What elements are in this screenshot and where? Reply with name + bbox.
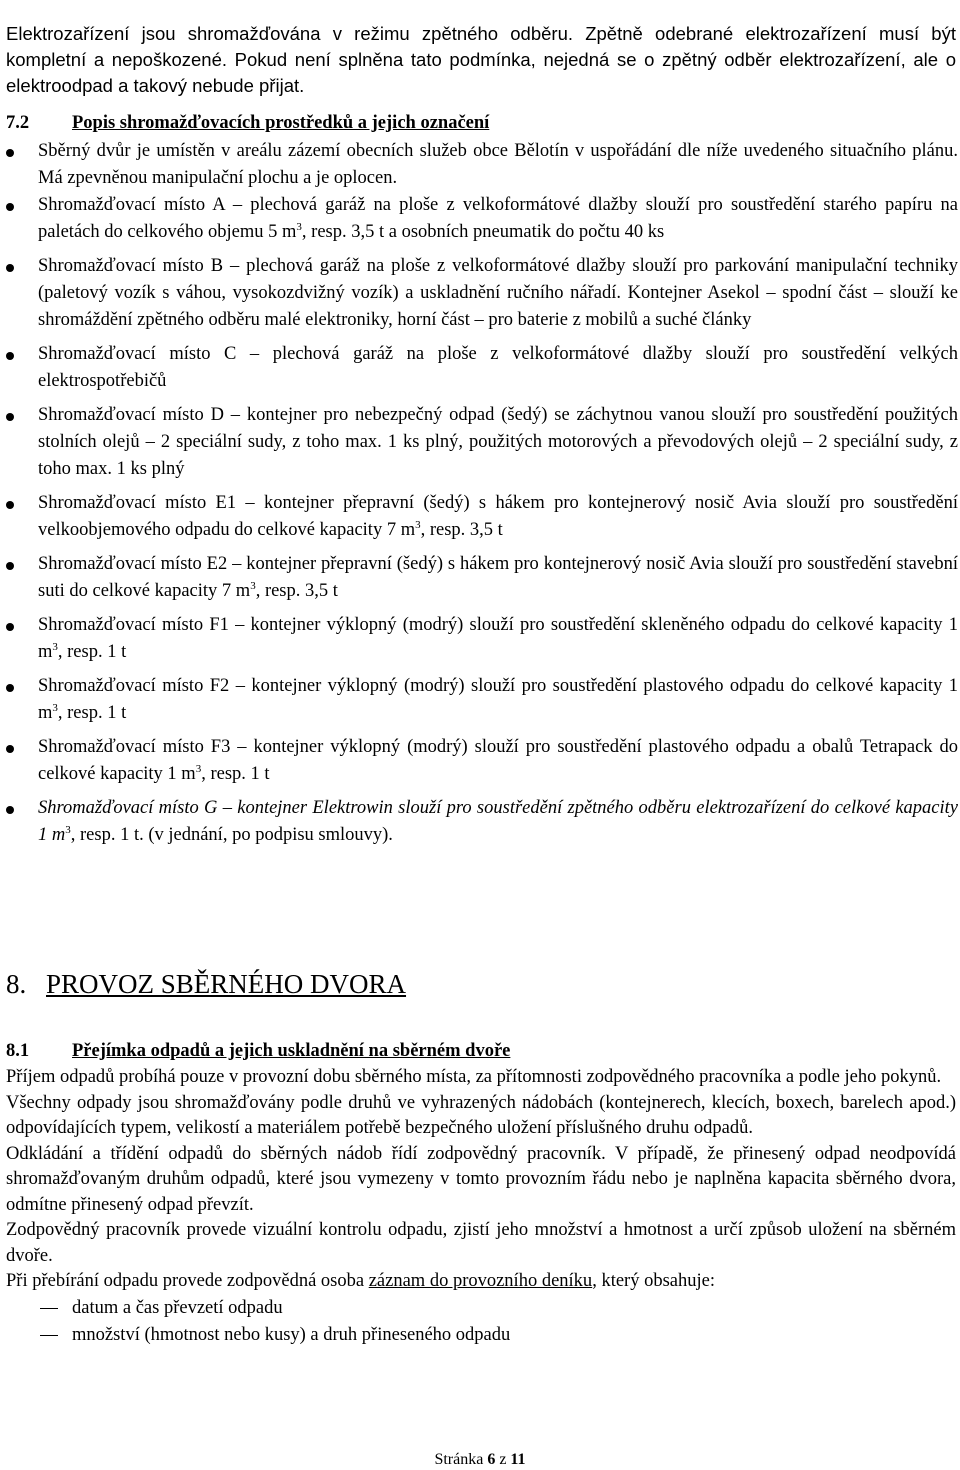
- superscript: 3: [52, 702, 58, 714]
- bullet-item: [6, 253, 958, 334]
- superscript: 3: [195, 763, 202, 775]
- bullet-icon: [6, 806, 14, 814]
- bullet-icon: [6, 149, 14, 157]
- bullet-text: Shromažďovací místo G – kontejner Elektrowin slouží pro soustředění zpětného odběru elektrozařízení do celkové kapacity 1 m: [38, 798, 958, 845]
- paragraph: [6, 1269, 956, 1295]
- page-footer: [0, 1450, 960, 1470]
- bullet-item: [6, 612, 958, 666]
- bullet-text-tail: , resp. 3,5 t: [420, 520, 503, 540]
- paragraph: Odkládání a třídění odpadů do sběrných nádob řídí zodpovědný pracovník. V případě, že přinesený odpad neodpovídá shromažďovaným druhům odpadů, které jsou vymezeny v tomto provozním řádu nebo je naplněna kapacita sběrného dvora, odmítne přinesený odpad převzít.: [6, 1143, 956, 1215]
- footer-middle: z: [495, 1451, 511, 1468]
- bullet-text-tail: , resp. 1 t: [201, 764, 270, 784]
- bullet-text: Shromažďovací místo F2 – kontejner výklopný (modrý) slouží pro soustředění plastového odpadu do celkové kapacity 1 m: [38, 676, 958, 723]
- section-number: 8.1: [6, 1041, 30, 1061]
- bullet-item: [6, 734, 958, 788]
- bullet-icon: [6, 562, 14, 570]
- bullet-text: Shromažďovací místo C – plechová garáž na ploše z velkoformátové dlažby slouží pro soustředění velkých elektrospotřebičů: [38, 344, 958, 391]
- bullet-text-tail: , resp. 3,5 t a osobních pneumatik do počtu 40 ks: [301, 222, 665, 242]
- bullet-text: Shromažďovací místo A – plechová garáž na ploše z velkoformátové dlažby slouží pro soustředění starého papíru na paletách do celkového objemu 5 m: [38, 195, 958, 242]
- bullet-text: Shromažďovací místo F1 – kontejner výklopný (modrý) slouží pro soustředění skleněného odpadu do celkové kapacity 1 m: [38, 615, 958, 662]
- paragraph: Příjem odpadů probíhá pouze v provozní dobu sběrného místa, za přítomnosti zodpovědného pracovníka a podle jeho pokynů.: [6, 1067, 942, 1087]
- section-8-1-heading: [6, 1038, 510, 1064]
- text: , který obsahuje:: [592, 1271, 715, 1291]
- dash-marker: [40, 1308, 58, 1310]
- bullet-item: [6, 551, 958, 605]
- current-page: 6: [487, 1451, 496, 1468]
- superscript: 3: [65, 824, 71, 836]
- section-8-1-body: [6, 1065, 956, 1349]
- bullet-icon: [6, 501, 14, 509]
- bullet-text: Shromažďovací místo B – plechová garáž na ploše z velkoformátové dlažby slouží pro parkování manipulační techniky (paletový vozík s váhou, vysokozdvižný vozík) a uskladnění ručního nářadí. Kontejner Asekol – spodní část – slouží ke shromáždění zpětného odběru malé elektroniky, horní část – pro baterie z mobilů a suché články: [38, 256, 958, 330]
- superscript: 3: [415, 519, 421, 531]
- record-reference: záznam do provozního deníku: [368, 1271, 593, 1291]
- bullet-item: [6, 341, 958, 395]
- list-item: [6, 1295, 956, 1322]
- bullet-text: Sběrný dvůr je umístěn v areálu zázemí obecních služeb obce Bělotín v uspořádání dle níže uvedeného situačního plánu. Má zpevněnou manipulační plochu a je oplocen.: [38, 141, 958, 188]
- bullet-text: Shromažďovací místo E1 – kontejner přepravní (šedý) s hákem pro kontejnerový nosič Avia slouží pro soustředění velkoobjemového odpadu do celkové kapacity 7 m: [38, 493, 958, 540]
- section-8-heading: [6, 966, 406, 1002]
- bullet-text: Shromažďovací místo D – kontejner pro nebezpečný odpad (šedý) se záchytnou vanou slouží pro soustředění použitých stolních olejů – 2 speciální sudy, z toho max. 1 ks plný, použitých motorových a převodových olejů – 2 speciální sudy, z toho max. 1 ks plný: [38, 405, 958, 479]
- bullet-icon: [6, 684, 14, 692]
- dash-marker: [40, 1335, 58, 1337]
- bullet-item: [6, 138, 958, 192]
- list-item-text: datum a čas převzetí odpadu: [72, 1297, 283, 1318]
- bullet-icon: [6, 352, 14, 360]
- section-number: 7.2: [6, 113, 30, 133]
- footer-prefix: Stránka: [434, 1451, 488, 1468]
- bullet-icon: [6, 745, 14, 753]
- bullet-item: [6, 490, 958, 544]
- bullet-text-tail: , resp. 1 t: [57, 703, 127, 723]
- superscript: 3: [296, 221, 302, 233]
- bullet-text-tail: , resp. 3,5 t: [255, 581, 338, 601]
- total-pages: 11: [510, 1451, 526, 1468]
- bullet-text: Shromažďovací místo F3 – kontejner výklopný (modrý) slouží pro soustředění plastového odpadu a obalů Tetrapack do celkové kapacity 1 m: [38, 737, 958, 784]
- text: Při přebírání odpadu provede zodpovědná osoba: [6, 1271, 369, 1291]
- list-item-text: množství (hmotnost nebo kusy) a druh přineseného odpadu: [72, 1324, 511, 1345]
- bullet-icon: [6, 203, 14, 211]
- bullet-icon: [6, 264, 14, 272]
- superscript: 3: [250, 580, 256, 592]
- intro-paragraph: Elektrozařízení jsou shromažďována v režimu zpětného odběru. Zpětně odebrané elektrozařízení musí být kompletní a nepoškozené. Pokud není splněna tato podmínka, nejedná se o zpětný odběr elektrozařízení, ale o elektroodpad a takový nebude přijat.: [6, 22, 956, 96]
- list-item: [6, 1322, 956, 1349]
- section-title: Přejímka odpadů a jejich uskladnění na sběrném dvoře: [72, 1041, 511, 1061]
- paragraph: Zodpovědný pracovník provede vizuální kontrolu odpadu, zjistí jeho množství a hmotnost a určí způsob uložení na sběrném dvoře.: [6, 1220, 956, 1266]
- bullet-item: [6, 673, 958, 727]
- bullet-item: [6, 192, 958, 246]
- section-title: PROVOZ SBĚRNÉHO DVORA: [46, 969, 407, 999]
- bullet-item: [6, 795, 958, 849]
- section-title: Popis shromažďovacích prostředků a jejich označení: [72, 113, 490, 133]
- section-number: 8.: [6, 969, 27, 999]
- paragraph: Všechny odpady jsou shromažďovány podle druhů ve vyhrazených nádobách (kontejnerech, klecích, boxech, barelech apod.) odpovídajících typem, velikostí a materiálem potřebě bezpečného uložení příslušného druhu odpadů.: [6, 1092, 956, 1138]
- record-contents-list: [6, 1295, 956, 1349]
- storage-points-list: [6, 138, 958, 849]
- bullet-icon: [6, 413, 14, 421]
- bullet-item: [6, 402, 958, 483]
- section-7-2-heading: [6, 110, 956, 136]
- bullet-text-tail: , resp. 1 t. (v jednání, po podpisu smlouvy).: [70, 825, 393, 845]
- bullet-text-tail: , resp. 1 t: [57, 642, 127, 662]
- superscript: 3: [52, 641, 58, 653]
- bullet-icon: [6, 623, 14, 631]
- bullet-text: Shromažďovací místo E2 – kontejner přepravní (šedý) s hákem pro kontejnerový nosič Avia slouží pro soustředění stavební suti do celkové kapacity 7 m: [38, 554, 958, 601]
